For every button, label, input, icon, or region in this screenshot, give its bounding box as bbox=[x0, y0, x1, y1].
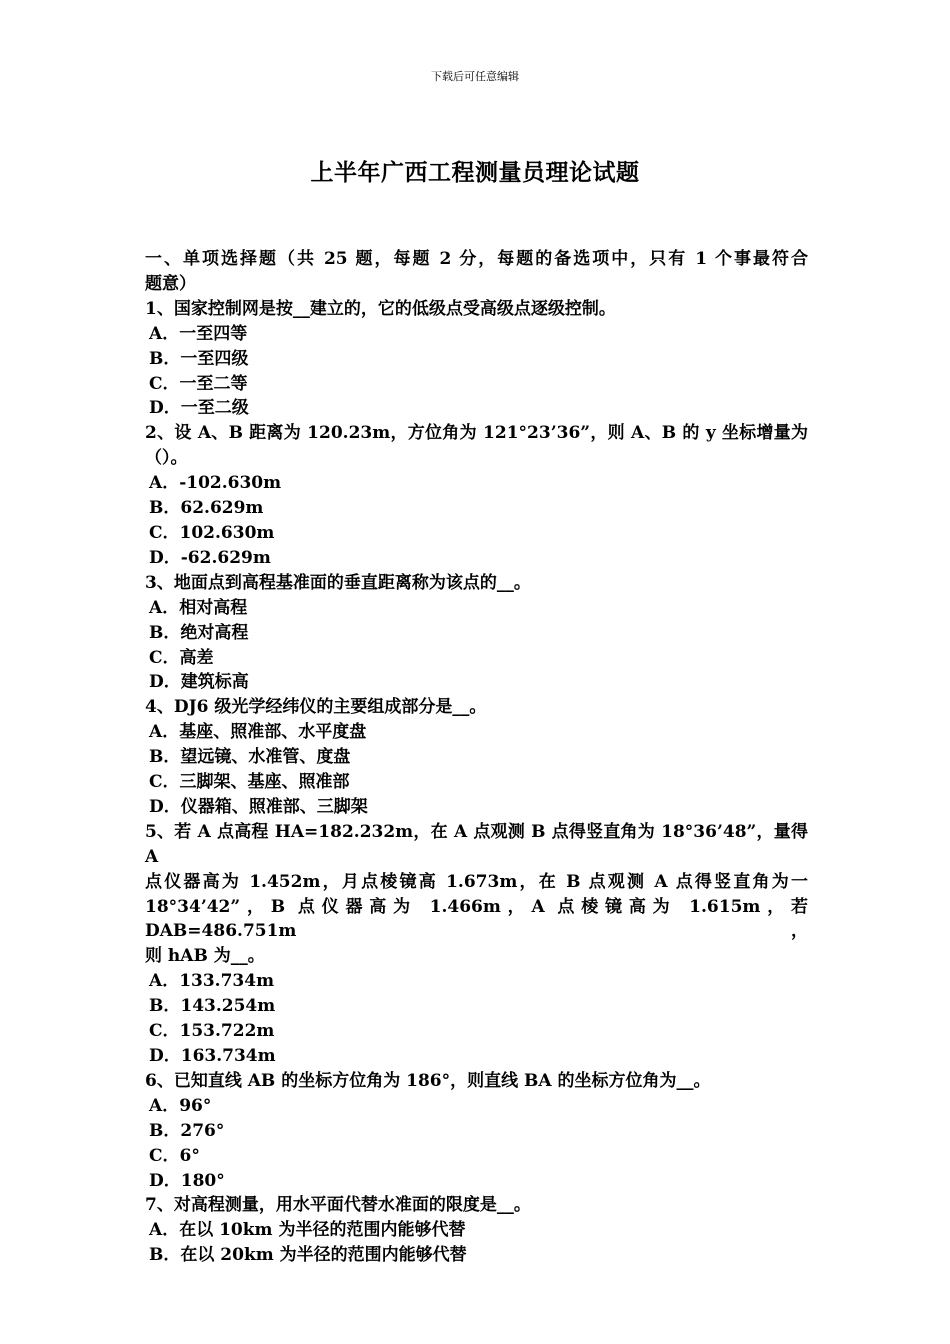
question-text-line: 1、国家控制网是按__建立的，它的低级点受高级点逐级控制。 bbox=[145, 298, 616, 319]
question-text-line: 一、单项选择题（共 25 题，每题 2 分，每题的备选项中，只有 1 个事最符合 bbox=[145, 249, 808, 269]
answer-option: D．一至二级 bbox=[149, 398, 249, 419]
question-text-line: 6、已知直线 AB 的坐标方位角为 186°，则直线 BA 的坐标方位角为__。 bbox=[145, 1070, 711, 1091]
answer-option: B．62.629m bbox=[149, 498, 264, 519]
answer-option: A．一至四等 bbox=[149, 323, 248, 344]
answer-option: C．153.722m bbox=[149, 1021, 275, 1042]
header-note: 下载后可任意编辑 bbox=[431, 70, 519, 83]
answer-option: B．绝对高程 bbox=[149, 622, 249, 643]
question-text-line: 4、DJ6 级光学经纬仪的主要组成部分是__。 bbox=[145, 697, 487, 718]
answer-option: B．143.254m bbox=[149, 996, 276, 1017]
answer-option: A．-102.630m bbox=[149, 473, 282, 494]
question-text-line: 则 hAB 为__。 bbox=[145, 946, 265, 967]
answer-option: A．96° bbox=[149, 1095, 212, 1116]
answer-option: D．163.734m bbox=[149, 1046, 276, 1066]
answer-option: D．仪器箱、照准部、三脚架 bbox=[149, 796, 368, 817]
question-text-line: 3、地面点到高程基准面的垂直距离称为该点的__。 bbox=[145, 572, 531, 593]
answer-option: C．6° bbox=[149, 1145, 200, 1166]
question-text-line: （）。 bbox=[145, 448, 188, 469]
question-text-line: 题意） bbox=[145, 273, 196, 294]
question-text-line: 5、若 A 点高程 HA=182.232m，在 A 点观测 B 点得竖直角为 18°36’48”，量得 A bbox=[145, 821, 808, 867]
answer-option: D．180° bbox=[149, 1170, 225, 1191]
question-text-line: 18°34’42”，B 点仪器高为 1.466m，A 点棱镜高为 1.615m，若 DAB=486.751m， bbox=[145, 896, 808, 942]
question-text-line: 点仪器高为 1.452m，月点棱镜高 1.673m，在 B 点观测 A 点得竖直角为一 bbox=[145, 871, 808, 892]
answer-option: A．在以 10km 为半径的范围内能够代替 bbox=[149, 1220, 466, 1241]
answer-option: A．133.734m bbox=[149, 971, 275, 992]
answer-option: B．在以 20km 为半径的范围内能够代替 bbox=[149, 1245, 467, 1266]
answer-option: B．望远镜、水准管、度盘 bbox=[149, 747, 351, 768]
answer-option: C．102.630m bbox=[149, 522, 275, 543]
answer-option: A．基座、照准部、水平度盘 bbox=[149, 722, 367, 743]
exam-content bbox=[145, 247, 808, 1268]
answer-option: C．高差 bbox=[149, 647, 214, 668]
answer-option: A．相对高程 bbox=[149, 597, 248, 618]
answer-option: C．一至二等 bbox=[149, 373, 248, 394]
question-text-line: 2、设 A、B 距离为 120.23m，方位角为 121°23’36”，则 A、B 的 y 坐标增量为 bbox=[145, 423, 808, 444]
question-text-line: 7、对高程测量，用水平面代替水准面的限度是__。 bbox=[145, 1195, 531, 1216]
document-title: 上半年广西工程测量员理论试题 bbox=[310, 159, 640, 186]
answer-option: B．一至四级 bbox=[149, 348, 249, 369]
answer-option: B．276° bbox=[149, 1120, 225, 1141]
answer-option: D．建筑标高 bbox=[149, 672, 249, 693]
answer-option: C．三脚架、基座、照准部 bbox=[149, 772, 350, 793]
answer-option: D．-62.629m bbox=[149, 547, 271, 568]
